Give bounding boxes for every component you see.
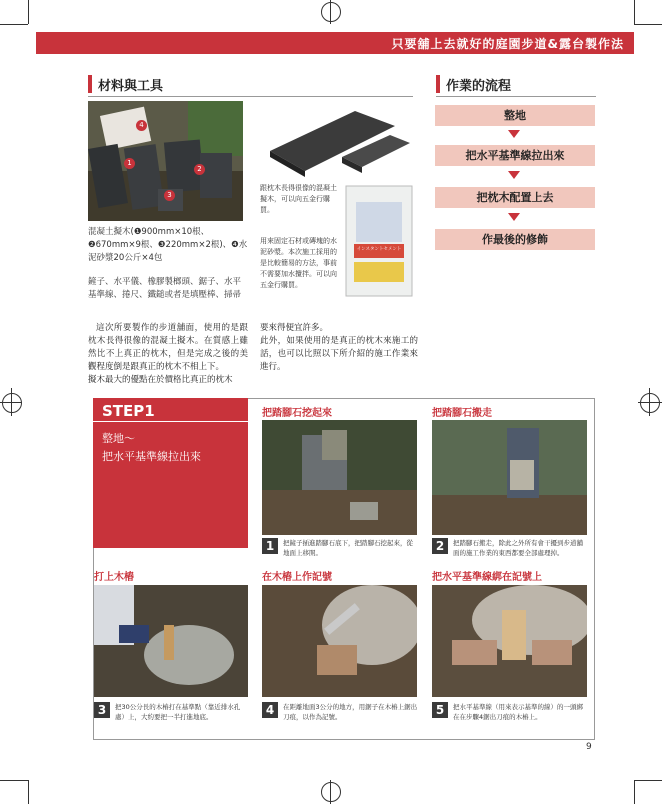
flow-arrow — [508, 171, 520, 179]
flow-step-1: 整地 — [435, 105, 595, 126]
step-item-4-caption: 在距離地面3公分的地方，用鋸子在木樁上鋸出刀痕，以作為記號。 — [283, 703, 418, 721]
crop-mark — [634, 780, 662, 781]
flow-step-2: 把水平基準線拉出來 — [435, 145, 595, 166]
step-item-2-svg — [432, 420, 587, 535]
step-item-3-photo — [94, 585, 248, 697]
step-item-1-title: 把踏腳石挖起來 — [262, 408, 332, 419]
divider — [88, 96, 413, 97]
crop-mark — [28, 0, 29, 24]
step-item-3-svg — [94, 585, 248, 697]
step1-label-bar — [93, 421, 248, 422]
bag-label: インスタントセメント — [356, 247, 402, 252]
materials-photo — [88, 101, 243, 221]
body-column-2: 要來得便宜許多。 此外，如果使用的是真正的枕木來施工的話，也可以比照以下所介紹的施工作業來進行。 — [260, 323, 418, 372]
step-item-5-photo — [432, 585, 587, 697]
body-column-1: 這次所要製作的步道舖面，使用的是跟枕木長得很像的混凝土擬木。在質感上雖然比不上真正的枕木，但是完成之後的美觀程度倒是跟真正的枕木不相上下。 擬木最大的優點在於價格比真正的枕木 — [88, 323, 248, 385]
materials-caption: 混凝土擬木(❶900mm×10根、❷670mm×9根、❸220mm×2根)、❹水泥砂漿20公斤×4包 — [88, 227, 248, 263]
crop-mark — [638, 402, 662, 403]
mortar-bag-photo — [342, 182, 416, 300]
flow-arrow — [508, 213, 520, 221]
step-item-3-title: 打上木樁 — [94, 572, 134, 583]
crop-mark — [0, 24, 28, 25]
step1-box — [93, 398, 248, 548]
mortar-caption: 用來固定石材或磚塊的水泥砂漿。本次施工採用的是比較簡易的方法，事前不需要加水攪拌。可以向五金行購買。 — [260, 237, 337, 289]
crop-mark — [634, 780, 635, 804]
step-item-1-photo — [262, 420, 417, 535]
step1-label: STEP1 — [102, 402, 155, 420]
photo-label-4: 4 — [136, 120, 147, 131]
registration-mark — [2, 393, 22, 413]
materials-photo-svg — [88, 101, 243, 221]
flow-step-4: 作最後的修飾 — [435, 229, 595, 250]
divider — [436, 96, 596, 97]
crop-mark — [649, 388, 650, 416]
step-item-1-number: 1 — [262, 538, 278, 554]
concrete-wood-caption: 跟枕木長得很像的混凝土擬木，可以向五金行購買。 — [260, 184, 337, 214]
header-band — [36, 32, 634, 54]
registration-mark — [321, 2, 341, 22]
crop-mark — [634, 24, 662, 25]
step-item-5-svg — [432, 585, 587, 697]
step-item-5-title: 把水平基準線綁在記號上 — [432, 572, 542, 583]
step-item-1-caption: 把鏟子插進踏腳石底下，把踏腳石挖起來，從地面上移開。 — [283, 539, 413, 557]
step-item-5-number: 5 — [432, 702, 448, 718]
mortar-bag-svg — [342, 182, 416, 300]
step1-subtitle-line1: 整地～ — [102, 432, 135, 445]
materials-heading: 材料與工具 — [88, 75, 163, 93]
crop-mark — [634, 0, 635, 24]
step1-subtitle-line2: 把水平基準線拉出來 — [102, 450, 201, 463]
tools-caption: 鏟子、水平儀、橡膠製榔頭、鋸子、水平基準線、捲尺、鐵鎚或者是填壓棒、掃帚 — [88, 277, 242, 300]
step-item-4-title: 在木樁上作記號 — [262, 572, 332, 583]
photo-label-3: 3 — [164, 190, 175, 201]
step-item-2-caption: 把踏腳石搬走，除此之外所有會干擾到步道舖面的施工作業的東西都要全部處理掉。 — [453, 539, 583, 557]
crop-mark — [0, 780, 28, 781]
crop-mark — [11, 388, 12, 416]
crop-mark — [28, 780, 29, 804]
step-item-2-title: 把踏腳石搬走 — [432, 408, 492, 419]
step-item-2-photo — [432, 420, 587, 535]
step-item-4-number: 4 — [262, 702, 278, 718]
step-item-3-number: 3 — [94, 702, 110, 718]
registration-mark — [640, 393, 660, 413]
header-title: 只要舖上去就好的庭園步道&露台製作法 — [391, 37, 624, 51]
step-item-2-number: 2 — [432, 538, 448, 554]
crop-mark — [330, 780, 331, 804]
step-item-4-svg — [262, 585, 417, 697]
flow-arrow — [508, 130, 520, 138]
step-item-5-caption: 把水平基準線（用來表示基準的線）的一頭綁在在步驟4鋸出刀痕的木樁上。 — [453, 703, 583, 721]
photo-label-2: 2 — [194, 164, 205, 175]
concrete-wood-photo — [260, 101, 415, 179]
registration-mark — [321, 782, 341, 802]
photo-label-1: 1 — [124, 158, 135, 169]
step-item-3-caption: 把30公分長的木樁打在基準點（靠近排水孔處）上，大約要把一半打進地底。 — [115, 703, 241, 721]
concrete-wood-svg — [260, 101, 415, 179]
step-item-1-svg — [262, 420, 417, 535]
crop-mark — [330, 0, 331, 24]
flow-step-3: 把枕木配置上去 — [435, 187, 595, 208]
flow-heading: 作業的流程 — [436, 75, 511, 93]
page-number: 9 — [586, 742, 592, 752]
step-item-4-photo — [262, 585, 417, 697]
